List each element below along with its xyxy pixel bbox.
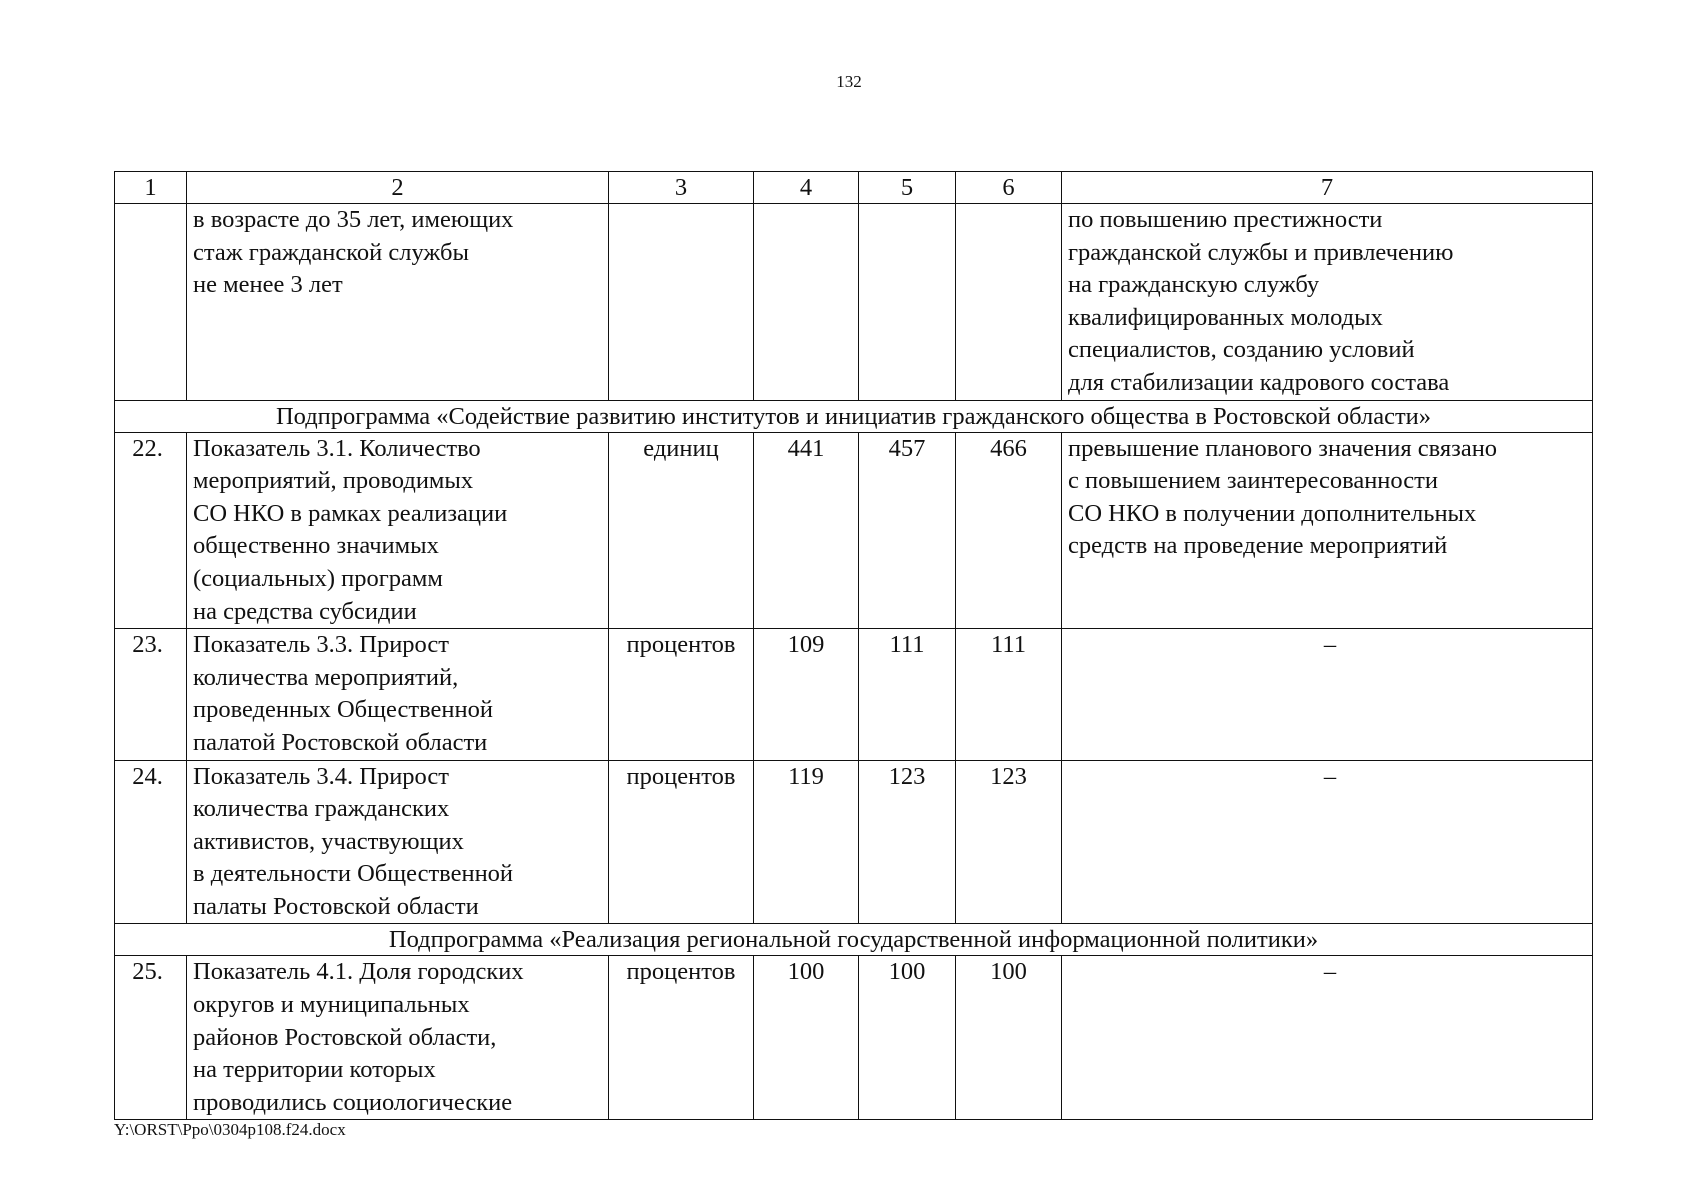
indicator-name-line: мероприятий, проводимых — [193, 467, 474, 495]
indicator-name-line: активистов, участвующих — [193, 827, 464, 855]
unit-cell: единиц — [609, 432, 754, 629]
indicator-name-line: не менее 3 лет — [193, 271, 343, 299]
indicator-name-line: районов Ростовской области, — [193, 1023, 497, 1051]
subprogram-section-row — [115, 924, 1593, 956]
note-line: по повышению престижности — [1068, 206, 1383, 233]
subprogram-title: Подпрограмма «Содействие развитию институтов и инициатив гражданского общества в Ростовской области» — [115, 400, 1593, 432]
table-row — [115, 432, 1593, 629]
column-number-header: 2 — [187, 172, 609, 204]
indicator-name-line: СО НКО в рамках реализации — [193, 499, 508, 527]
row-number-cell: 23. — [115, 629, 187, 760]
note-line: – — [1323, 958, 1337, 986]
indicator-name-line: на территории которых — [193, 1056, 436, 1084]
note-cell — [1062, 629, 1593, 760]
value-col5-cell: 123 — [859, 760, 956, 924]
table-row — [115, 956, 1593, 1120]
table-row — [115, 760, 1593, 924]
column-number-header: 7 — [1062, 172, 1593, 204]
note-line: гражданской службы и привлечению — [1068, 238, 1454, 266]
table-body — [115, 204, 1593, 1120]
value-col6-cell: 123 — [956, 760, 1062, 924]
value-col6-cell — [956, 204, 1062, 401]
indicator-name-line: общественно значимых — [193, 532, 439, 560]
note-cell — [1062, 432, 1593, 629]
note-line: для стабилизации кадрового состава — [1068, 368, 1450, 396]
value-col6-cell: 466 — [956, 432, 1062, 629]
note-line: СО НКО в получении дополнительных — [1068, 499, 1477, 527]
unit-cell — [609, 204, 754, 401]
column-number-header: 6 — [956, 172, 1062, 204]
note-cell — [1062, 760, 1593, 924]
indicator-name-line: палатой Ростовской области — [193, 728, 488, 756]
row-number-cell: 22. — [115, 432, 187, 629]
note-line: – — [1323, 631, 1337, 659]
note-cell — [1062, 204, 1593, 401]
value-col4-cell: 441 — [754, 432, 859, 629]
value-col5-cell: 457 — [859, 432, 956, 629]
column-number-header: 4 — [754, 172, 859, 204]
row-number-cell: 24. — [115, 760, 187, 924]
indicator-name-line: округов и муниципальных — [193, 991, 470, 1019]
indicator-name-line: количества гражданских — [193, 795, 450, 823]
footer-file-path: Y:\ORST\Ppo\0304p108.f24.docx — [114, 1120, 346, 1139]
indicator-name-cell — [187, 760, 609, 924]
table-row — [115, 629, 1593, 760]
value-col5-cell — [859, 204, 956, 401]
note-line: – — [1323, 762, 1337, 790]
indicator-name-line: стаж гражданской службы — [193, 238, 469, 266]
indicator-name-line: на средства субсидии — [193, 597, 417, 625]
unit-cell: процентов — [609, 760, 754, 924]
note-line: на гражданскую службу — [1068, 271, 1320, 299]
indicator-name-line: проведенных Общественной — [193, 696, 493, 724]
indicator-name-line: проводились социологические — [193, 1088, 513, 1116]
indicator-name-line: палаты Ростовской области — [193, 892, 479, 920]
value-col4-cell: 119 — [754, 760, 859, 924]
subprogram-title: Подпрограмма «Реализация региональной государственной информационной политики» — [115, 924, 1593, 956]
table-row — [115, 204, 1593, 401]
note-line: квалифицированных молодых — [1068, 303, 1383, 331]
indicator-name-line: в возрасте до 35 лет, имеющих — [193, 206, 514, 233]
indicator-name-line: в деятельности Общественной — [193, 860, 514, 888]
value-col6-cell: 111 — [956, 629, 1062, 760]
unit-cell: процентов — [609, 629, 754, 760]
indicator-name-line: количества мероприятий, — [193, 663, 459, 691]
value-col5-cell: 111 — [859, 629, 956, 760]
value-col6-cell: 100 — [956, 956, 1062, 1120]
value-col5-cell: 100 — [859, 956, 956, 1120]
indicator-name-line: (социальных) программ — [193, 564, 443, 592]
indicator-name-line: Показатель 4.1. Доля городских — [193, 958, 524, 986]
indicator-name-line: Показатель 3.4. Прирост — [193, 762, 449, 790]
indicator-table — [114, 171, 1593, 1120]
value-col4-cell — [754, 204, 859, 401]
row-number-cell: 25. — [115, 956, 187, 1120]
note-line: превышение планового значения связано — [1068, 434, 1498, 462]
column-number-header: 3 — [609, 172, 754, 204]
indicator-table-container — [114, 171, 1592, 1120]
subprogram-section-row — [115, 400, 1593, 432]
note-line: средств на проведение мероприятий — [1068, 532, 1448, 560]
note-cell — [1062, 956, 1593, 1120]
note-line: специалистов, созданию условий — [1068, 336, 1415, 364]
row-number-cell — [115, 204, 187, 401]
indicator-name-line: Показатель 3.3. Прирост — [193, 631, 449, 659]
note-line: с повышением заинтересованности — [1068, 467, 1438, 495]
indicator-name-cell — [187, 956, 609, 1120]
unit-cell: процентов — [609, 956, 754, 1120]
column-number-header: 5 — [859, 172, 956, 204]
column-number-header-row — [115, 172, 1593, 204]
indicator-name-cell — [187, 629, 609, 760]
page-number: 132 — [836, 72, 862, 91]
indicator-name-line: Показатель 3.1. Количество — [193, 434, 481, 462]
indicator-name-cell — [187, 204, 609, 401]
value-col4-cell: 100 — [754, 956, 859, 1120]
column-number-header: 1 — [115, 172, 187, 204]
indicator-name-cell — [187, 432, 609, 629]
value-col4-cell: 109 — [754, 629, 859, 760]
